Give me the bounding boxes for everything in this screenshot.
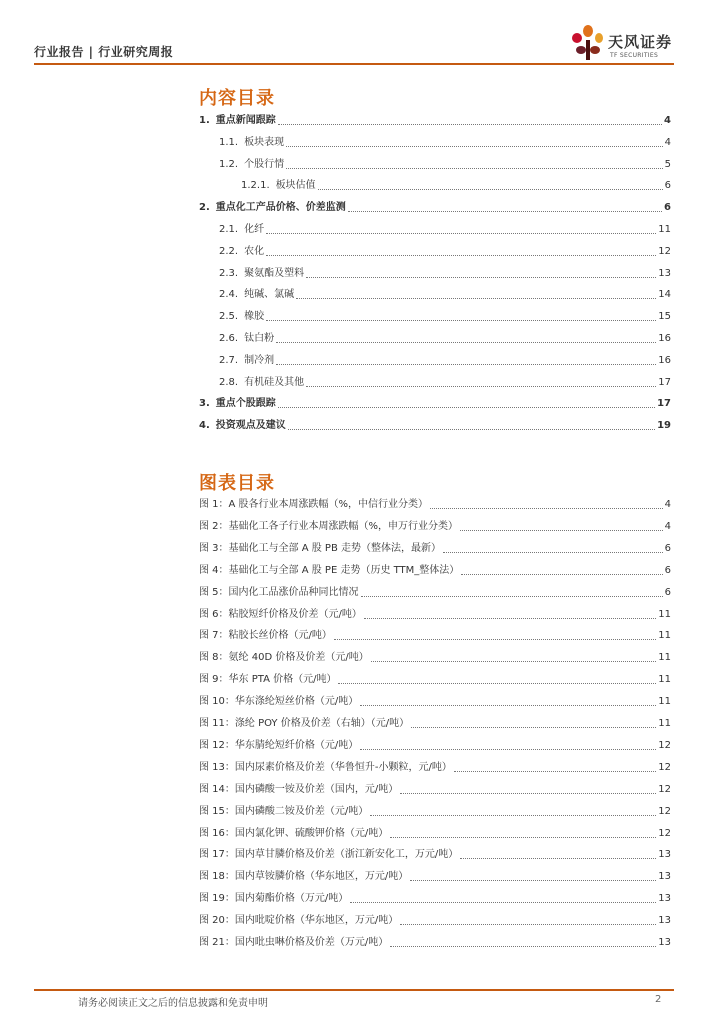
figure-item[interactable] bbox=[199, 739, 671, 753]
dot-leader bbox=[390, 837, 656, 838]
contents-item[interactable] bbox=[199, 201, 671, 215]
dot-leader bbox=[350, 902, 656, 903]
dot-leader bbox=[286, 146, 663, 147]
contents-item-number: 3. bbox=[199, 398, 210, 410]
contents-item-page: 16 bbox=[658, 354, 671, 366]
dot-leader bbox=[318, 189, 663, 190]
footer-disclaimer: 请务必阅读正文之后的信息披露和免责申明 bbox=[78, 998, 268, 1009]
figure-item[interactable] bbox=[199, 651, 671, 665]
figure-item-label: 图 19：国内菊酯价格（万元/吨） bbox=[199, 893, 349, 905]
contents-item-number: 2.1. bbox=[219, 224, 239, 235]
figure-item[interactable] bbox=[199, 498, 671, 512]
figure-item-page: 12 bbox=[658, 805, 671, 817]
dot-leader bbox=[443, 552, 663, 553]
contents-item-number: 2.3. bbox=[219, 267, 239, 279]
dot-leader bbox=[306, 277, 656, 278]
figure-item[interactable] bbox=[199, 827, 671, 841]
contents-item-page: 15 bbox=[658, 311, 671, 323]
figure-item[interactable] bbox=[199, 629, 671, 643]
contents-item-number: 2.2. bbox=[219, 245, 239, 257]
dot-leader bbox=[364, 618, 656, 619]
dot-leader bbox=[460, 858, 656, 859]
dot-leader bbox=[411, 727, 656, 728]
contents-item-label: 纯碱、氯碱 bbox=[244, 289, 295, 301]
figure-item[interactable] bbox=[199, 783, 671, 797]
contents-item[interactable] bbox=[219, 158, 671, 172]
figure-item-page: 6 bbox=[664, 542, 671, 554]
figure-item[interactable] bbox=[199, 608, 671, 622]
contents-item-page: 6 bbox=[664, 180, 671, 192]
figure-item-label: 图 12：华东腈纶短纤价格（元/吨） bbox=[199, 739, 359, 751]
contents-item-number: 4. bbox=[199, 420, 210, 432]
figure-item-page: 4 bbox=[664, 499, 671, 510]
dot-leader bbox=[370, 815, 656, 816]
footer-divider bbox=[34, 989, 674, 991]
figure-item-label: 图 20：国内吡啶价格（华东地区，万元/吨） bbox=[199, 915, 399, 927]
contents-item-number: 1.2.1. bbox=[241, 180, 270, 192]
contents-item-number: 2.4. bbox=[219, 289, 239, 301]
contents-item-number: 1.2. bbox=[219, 158, 239, 170]
dot-leader bbox=[334, 639, 656, 640]
figure-item-page: 13 bbox=[658, 871, 671, 883]
dot-leader bbox=[286, 168, 663, 169]
brand-logo bbox=[568, 24, 678, 64]
figure-item-page: 11 bbox=[658, 652, 671, 664]
contents-item-number: 2.5. bbox=[219, 311, 239, 323]
figures-title: 图表目录 bbox=[199, 473, 275, 494]
contents-item-label: 钛白粉 bbox=[244, 333, 275, 344]
contents-item-page: 5 bbox=[664, 158, 671, 170]
contents-item-page: 4 bbox=[664, 115, 671, 126]
contents-item-label: 有机硅及其他 bbox=[244, 376, 305, 388]
dot-leader bbox=[338, 683, 656, 684]
contents-item-number: 2.7. bbox=[219, 354, 239, 366]
dot-leader bbox=[461, 574, 662, 575]
figure-item-page: 13 bbox=[658, 915, 671, 927]
figure-item[interactable] bbox=[199, 717, 671, 731]
figure-item-label: 图 17：国内草甘膦价格及价差（浙江新安化工，万元/吨） bbox=[199, 849, 459, 861]
contents-item[interactable] bbox=[219, 354, 671, 368]
figure-item-label: 图 8：氨纶 40D 价格及价差（元/吨） bbox=[199, 652, 369, 664]
dot-leader bbox=[278, 407, 655, 408]
figure-item[interactable] bbox=[199, 892, 671, 906]
brand-name: 天风证券 bbox=[608, 33, 673, 51]
figure-item-page: 13 bbox=[658, 893, 671, 905]
dot-leader bbox=[410, 880, 656, 881]
dot-leader bbox=[276, 364, 656, 365]
dot-leader bbox=[454, 771, 656, 772]
figure-item-page: 11 bbox=[658, 674, 671, 686]
figure-item-label: 图 10：华东涤纶短丝价格（元/吨） bbox=[199, 696, 359, 708]
figure-item[interactable] bbox=[199, 586, 671, 600]
contents-item[interactable] bbox=[219, 267, 671, 281]
contents-item-number: 2. bbox=[199, 202, 210, 214]
dot-leader bbox=[390, 946, 656, 947]
dot-leader bbox=[288, 429, 655, 430]
contents-item-label: 个股行情 bbox=[244, 158, 285, 170]
contents-item-label: 聚氨酯及塑料 bbox=[244, 267, 305, 279]
figure-item-label: 图 2：基础化工各子行业本周涨跌幅（%，申万行业分类） bbox=[199, 520, 459, 532]
dot-leader bbox=[371, 661, 657, 662]
contents-item-label: 板块表现 bbox=[244, 136, 285, 148]
contents-item[interactable] bbox=[219, 223, 671, 237]
figure-item[interactable] bbox=[199, 936, 671, 950]
contents-item[interactable] bbox=[199, 397, 671, 411]
contents-item[interactable] bbox=[199, 114, 671, 128]
dot-leader bbox=[278, 124, 662, 125]
contents-item-label: 化纤 bbox=[244, 224, 265, 235]
dot-leader bbox=[400, 793, 656, 794]
report-type-label: 行业报告 | 行业研究周报 bbox=[34, 45, 174, 59]
contents-item-label: 投资观点及建议 bbox=[215, 420, 286, 432]
dot-leader bbox=[430, 508, 663, 509]
figure-item-label: 图 9：华东 PTA 价格（元/吨） bbox=[199, 674, 337, 686]
contents-item-page: 12 bbox=[658, 245, 671, 257]
figure-item-page: 11 bbox=[658, 630, 671, 642]
contents-item-label: 重点新闻跟踪 bbox=[215, 115, 276, 126]
figure-item-label: 图 1：A 股各行业本周涨跌幅（%，中信行业分类） bbox=[199, 499, 429, 510]
dot-leader bbox=[296, 298, 656, 299]
figure-item-page: 6 bbox=[664, 564, 671, 576]
figure-item-page: 12 bbox=[658, 739, 671, 751]
dot-leader bbox=[266, 320, 656, 321]
dot-leader bbox=[266, 255, 656, 256]
figure-item-label: 图 4：基础化工与全部 A 股 PE 走势（历史 TTM_整体法） bbox=[199, 564, 460, 576]
contents-item-label: 农化 bbox=[244, 245, 265, 257]
contents-item-label: 制冷剂 bbox=[244, 354, 275, 366]
figure-item-label: 图 15：国内磷酸二铵及价差（元/吨） bbox=[199, 805, 369, 817]
contents-item[interactable] bbox=[241, 179, 671, 193]
dot-leader bbox=[306, 386, 656, 387]
dot-leader bbox=[266, 233, 656, 234]
contents-item-page: 16 bbox=[658, 333, 671, 344]
figure-item-page: 12 bbox=[658, 761, 671, 773]
dot-leader bbox=[400, 924, 656, 925]
figure-item-label: 图 14：国内磷酸一铵及价差（国内，元/吨） bbox=[199, 783, 399, 795]
figure-item-label: 图 18：国内草铵膦价格（华东地区，万元/吨） bbox=[199, 871, 409, 883]
figure-item-page: 11 bbox=[658, 696, 671, 708]
contents-item[interactable] bbox=[219, 136, 671, 150]
contents-item-page: 17 bbox=[657, 398, 671, 410]
contents-item[interactable] bbox=[199, 419, 671, 433]
contents-item-page: 11 bbox=[658, 224, 671, 235]
figure-item-page: 12 bbox=[658, 827, 671, 839]
contents-item[interactable] bbox=[219, 288, 671, 302]
figure-item-label: 图 6：粘胶短纤价格及价差（元/吨） bbox=[199, 608, 362, 620]
figure-item-page: 11 bbox=[658, 608, 671, 620]
contents-item-label: 重点化工产品价格、价差监测 bbox=[215, 202, 346, 214]
dot-leader bbox=[276, 342, 656, 343]
contents-item-label: 橡胶 bbox=[244, 311, 265, 323]
dot-leader bbox=[348, 211, 662, 212]
contents-item-page: 19 bbox=[657, 420, 671, 432]
contents-item[interactable] bbox=[219, 332, 671, 346]
contents-item-label: 板块估值 bbox=[275, 180, 316, 192]
figure-item-label: 图 3：基础化工与全部 A 股 PB 走势（整体法，最新） bbox=[199, 542, 441, 554]
figure-item-page: 6 bbox=[664, 586, 671, 598]
page-number: 2 bbox=[655, 994, 662, 1005]
contents-item-page: 17 bbox=[658, 376, 671, 388]
figure-item-page: 12 bbox=[658, 783, 671, 795]
figure-item[interactable] bbox=[199, 870, 671, 884]
contents-item-number: 1.1. bbox=[219, 136, 239, 148]
contents-item-number: 2.6. bbox=[219, 333, 239, 344]
dot-leader bbox=[360, 705, 656, 706]
contents-item-number: 2.8. bbox=[219, 376, 239, 388]
contents-item[interactable] bbox=[219, 376, 671, 390]
contents-item-page: 6 bbox=[664, 202, 671, 214]
figure-item-page: 4 bbox=[664, 520, 671, 532]
contents-title: 内容目录 bbox=[199, 88, 275, 109]
figure-item[interactable] bbox=[199, 695, 671, 709]
figure-item[interactable] bbox=[199, 805, 671, 819]
figure-item[interactable] bbox=[199, 542, 671, 556]
figure-item-page: 13 bbox=[658, 849, 671, 861]
figure-item[interactable] bbox=[199, 761, 671, 775]
figure-item[interactable] bbox=[199, 673, 671, 687]
contents-item-label: 重点个股跟踪 bbox=[215, 398, 276, 410]
figure-item-label: 图 13：国内尿素价格及价差（华鲁恒升-小颗粒，元/吨） bbox=[199, 761, 452, 773]
header-divider bbox=[34, 63, 674, 65]
contents-item-number: 1. bbox=[199, 115, 210, 126]
contents-item[interactable] bbox=[219, 245, 671, 259]
contents-item[interactable] bbox=[219, 310, 671, 324]
contents-item-page: 4 bbox=[664, 136, 671, 148]
figure-item-label: 图 5：国内化工品涨价品种同比情况 bbox=[199, 586, 359, 598]
figure-item[interactable] bbox=[199, 564, 671, 578]
contents-item-page: 14 bbox=[658, 289, 671, 301]
figure-item-label: 图 11：涤纶 POY 价格及价差（右轴）（元/吨） bbox=[199, 718, 410, 729]
figure-item-label: 图 21：国内吡虫啉价格及价差（万元/吨） bbox=[199, 937, 389, 948]
figure-item[interactable] bbox=[199, 520, 671, 534]
figure-item-page: 13 bbox=[658, 937, 671, 948]
dot-leader bbox=[460, 530, 663, 531]
dot-leader bbox=[360, 749, 656, 750]
brand-sub: TF SECURITIES bbox=[610, 52, 659, 59]
figure-item-page: 11 bbox=[658, 718, 671, 729]
tf-logo-icon bbox=[568, 24, 608, 62]
figure-item-label: 图 7：粘胶长丝价格（元/吨） bbox=[199, 630, 332, 642]
dot-leader bbox=[361, 596, 663, 597]
figure-item[interactable] bbox=[199, 914, 671, 928]
figure-item[interactable] bbox=[199, 848, 671, 862]
figure-item-label: 图 16：国内氯化钾、硫酸钾价格（元/吨） bbox=[199, 827, 389, 839]
contents-item-page: 13 bbox=[658, 267, 671, 279]
